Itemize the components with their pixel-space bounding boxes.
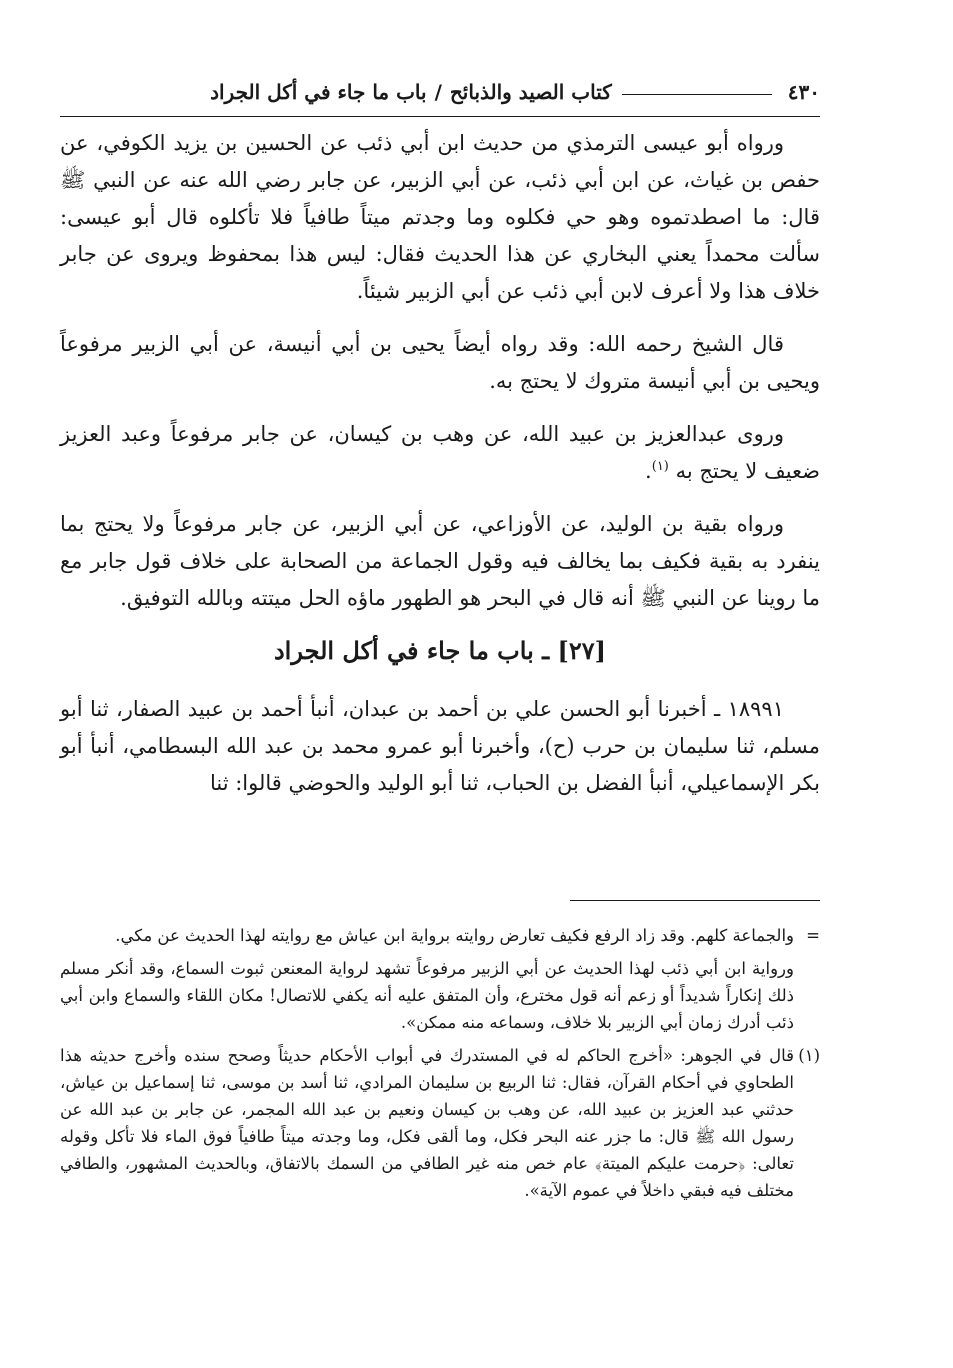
header-rule xyxy=(622,94,772,95)
hadith-paragraph: ١٨٩٩١ ـ أخبرنا أبو الحسن علي بن أحمد بن عبدان، أنبأ أحمد بن عبيد الصفار، ثنا أبو مسلم، ثنا سليمان بن حرب (ح)، وأخبرنا أبو عمرو محمد بن عبد الله البسطامي، أنبأ أبو بكر الإسماعيلي، أنبأ الفضل بن الحباب، ثنا أبو الوليد والحوضي قالوا: ثنا xyxy=(60,697,820,795)
footnote-continuation-text: والجماعة كلهم. وقد زاد الرفع فكيف تعارض روايته برواية ابن عياش مع روايته لهذا الحديث عن مكي. xyxy=(115,926,794,945)
document-page xyxy=(60,70,820,1310)
header-separator: / xyxy=(434,80,442,104)
header-chapter: كتاب الصيد والذبائح xyxy=(449,80,612,104)
header-section: باب ما جاء في أكل الجراد xyxy=(210,80,427,104)
running-header xyxy=(60,70,820,114)
paragraph-end-mark: . xyxy=(645,459,652,483)
page-number: ٤٣٠ xyxy=(787,80,820,104)
footnote-1-marker: (١) xyxy=(798,1046,820,1065)
paragraph-text: وروى عبدالعزيز بن عبيد الله، عن وهب بن كيسان، عن جابر مرفوعاً وعبد العزيز ضعيف لا يحتج به xyxy=(60,422,820,483)
footnote-1 xyxy=(60,1042,820,1204)
footnote-continuation xyxy=(60,922,820,949)
footnote-continuation-marker: = xyxy=(806,926,820,945)
footnote-reference: (١) xyxy=(651,459,669,474)
header-divider xyxy=(60,116,820,117)
body-paragraph: ورواه بقية بن الوليد، عن الأوزاعي، عن أبي الزبير، عن جابر مرفوعاً ولا يحتج بما ينفرد به بقية فكيف بما يخالف فيه وقول الجماعة من الصحابة على خلاف قول جابر مع ما روينا عن النبي ﷺ أنه قال في البحر هو الطهور ماؤه الحل ميتته وبالله التوفيق. xyxy=(60,512,820,610)
footnote-1-text: قال في الجوهر: «أخرج الحاكم له في المستدرك في أبواب الأحكام حديثاً وصحح سنده وأخرج حديثه هذا الطحاوي في أحكام القرآن، فقال: ثنا الربيع بن سليمان المرادي، ثنا أسد بن موسى، ثنا إسماعيل بن عياش، حدثني عبد العزيز بن عبيد الله، عن وهب بن كيسان ونعيم بن عبد الله المجمر، عن جابر بن عبد الله عن رسول الله ﷺ قال: ما جزر عنه البحر فكل، وما ألقى فكل، وما وجدته ميتاً طافياً فوق الماء فلا تأكل وقوله تعالى: ﴿حرمت عليكم الميتة﴾ عام خص منه غير الطافي من السمك بالاتفاق، وبالحديث المشهور، والطافي مختلف فيه فبقي داخلاً في عموم الآية». xyxy=(60,1046,794,1200)
footnotes-section xyxy=(60,922,820,1210)
footnote-continuation-paragraph: ورواية ابن أبي ذئب لهذا الحديث عن أبي الزبير مرفوعاً تشهد لرواية المعنعن ثبوت السماع، وقد أنكر مسلم ذلك إنكاراً شديداً أو زعم أنه قول مخترع، وأن المتفق عليه أنه يكفي للاتصال! مكان اللقاء والسماع وابن أبي ذئب أدرك زمان أبي الزبير بلا خلاف، وسماعه منه ممكن». xyxy=(60,959,794,1032)
body-paragraph xyxy=(60,416,820,490)
footnote-separator xyxy=(570,900,820,901)
body-paragraph: قال الشيخ رحمه الله: وقد رواه أيضاً يحيى بن أبي أنيسة، عن أبي الزبير مرفوعاً ويحيى بن أبي أنيسة متروك لا يحتج به. xyxy=(60,332,820,393)
section-heading: [٢٧] ـ باب ما جاء في أكل الجراد xyxy=(273,636,607,665)
body-paragraph: ورواه أبو عيسى الترمذي من حديث ابن أبي ذئب عن الحسين بن يزيد الكوفي، عن حفص بن غياث، عن ابن أبي ذئب، عن أبي الزبير، عن جابر رضي الله عنه عن النبي ﷺ قال: ما اصطدتموه وهو حي فكلوه وما وجدتم ميتاً طافياً فلا تأكلوه قال أبو عيسى: سألت محمداً يعني البخاري عن هذا الحديث فقال: ليس هذا بمحفوظ ويروى عن جابر خلاف هذا ولا أعرف لابن أبي ذئب عن أبي الزبير شيئاً. xyxy=(60,131,820,303)
